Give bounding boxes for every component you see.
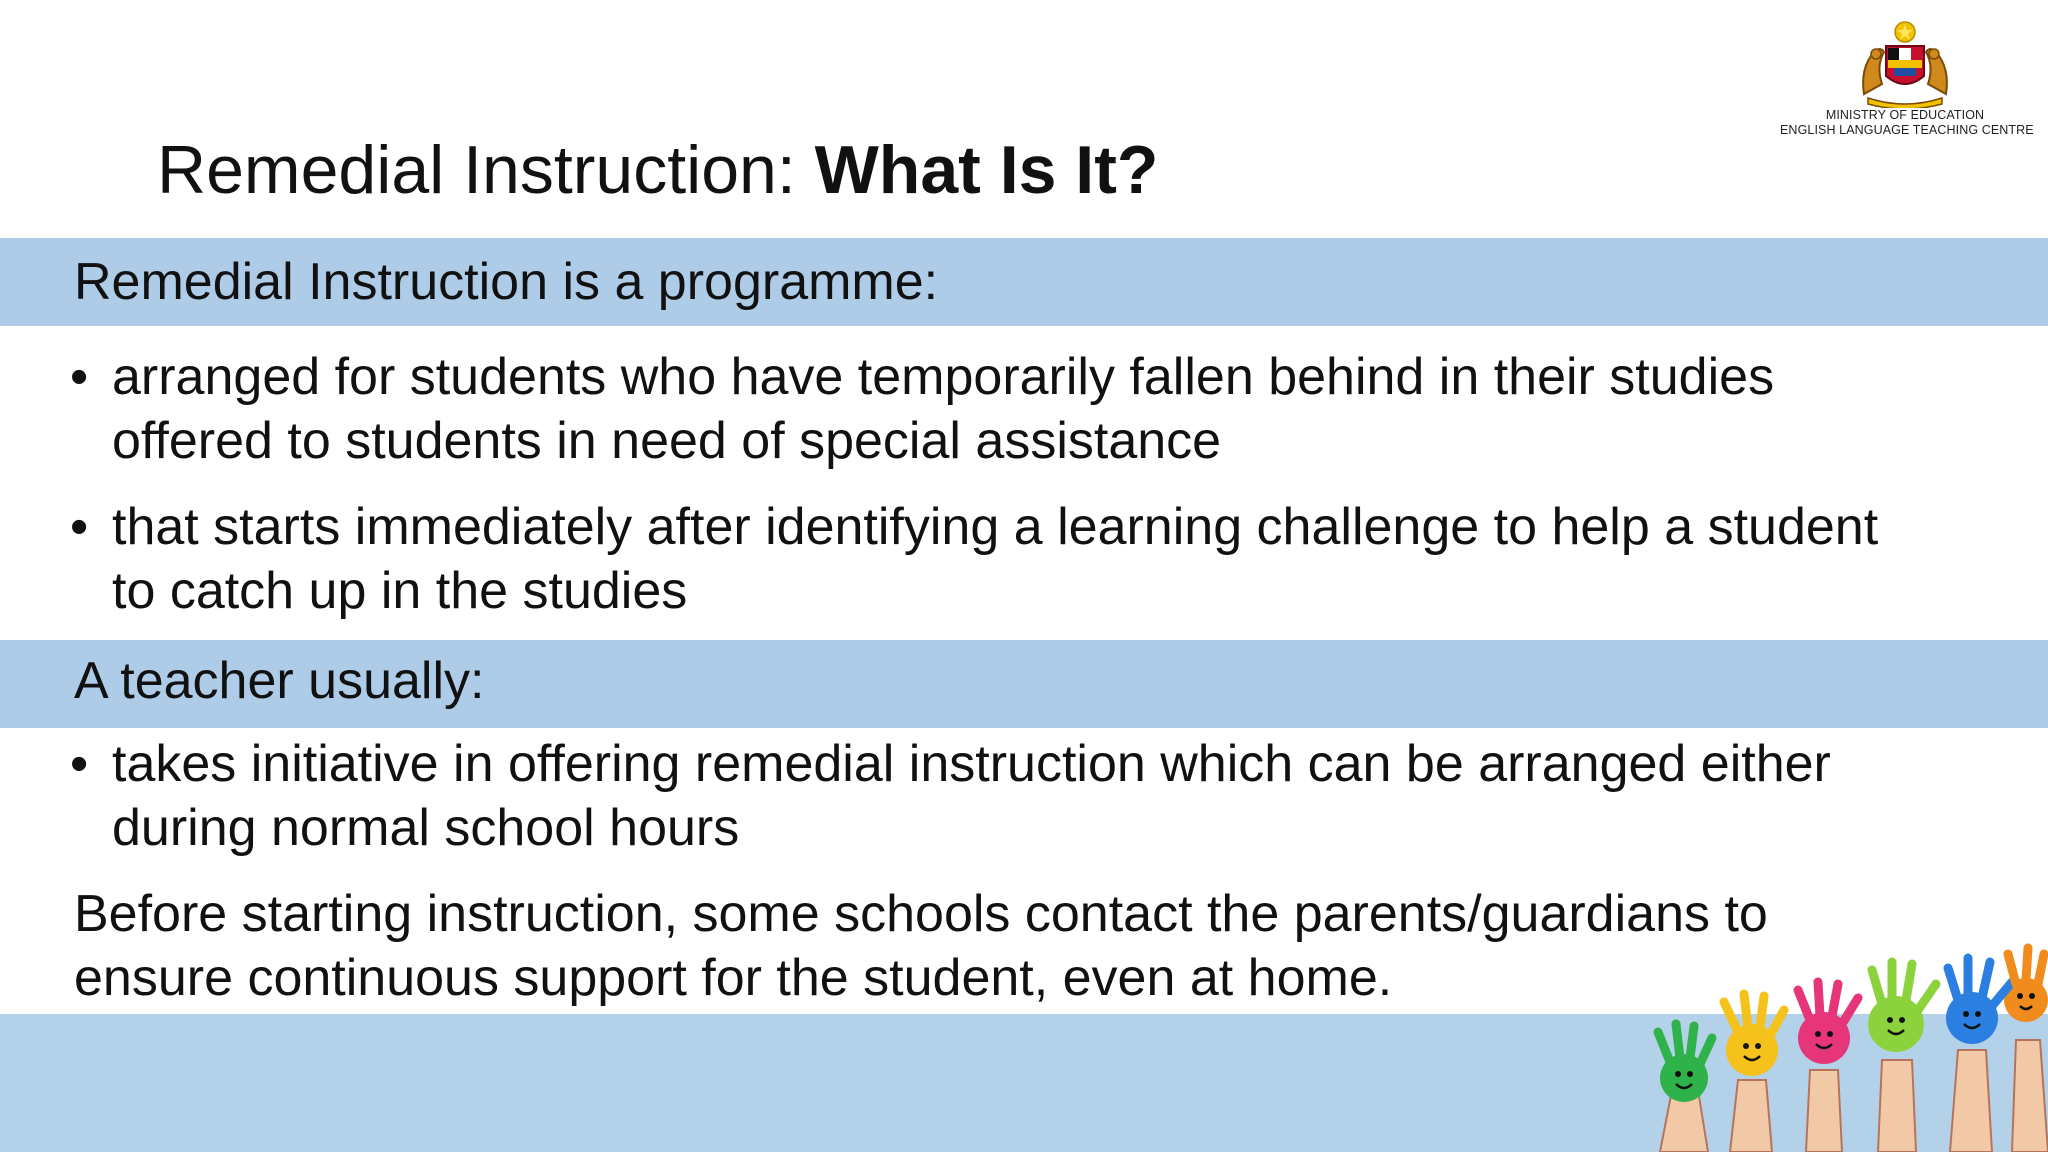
bullet-line: that starts immediately after identifying a learning challenge to help a student bbox=[112, 498, 1879, 556]
title-regular: Remedial Instruction: bbox=[157, 132, 815, 208]
bullet-line: during normal school hours bbox=[112, 799, 740, 857]
paragraph-line: ensure continuous support for the student, even at home. bbox=[74, 949, 1393, 1007]
logo-line-2: ENGLISH LANGUAGE TEACHING CENTRE bbox=[1780, 123, 2034, 137]
coat-of-arms-icon bbox=[1850, 18, 1960, 108]
bullet-item bbox=[70, 495, 2030, 623]
title-bold: What Is It? bbox=[814, 132, 1159, 208]
bullet-line: to catch up in the studies bbox=[112, 562, 688, 620]
painted-hands-icon bbox=[1620, 940, 2048, 1152]
bullet-item bbox=[70, 732, 2030, 860]
logo-line-1: MINISTRY OF EDUCATION bbox=[1825, 108, 1985, 122]
bullet-line: takes initiative in offering remedial instruction which can be arranged either bbox=[112, 735, 1831, 793]
section-1-heading: Remedial Instruction is a programme: bbox=[74, 253, 939, 311]
bullet-dot: • bbox=[70, 348, 89, 406]
bullet-dot: • bbox=[70, 498, 89, 556]
closing-paragraph bbox=[74, 882, 1768, 1010]
bullet-line: offered to students in need of special assistance bbox=[112, 412, 1222, 470]
slide-title bbox=[157, 128, 1158, 212]
ministry-logo bbox=[1780, 18, 2034, 138]
bullet-line: arranged for students who have temporarily fallen behind in their studies bbox=[112, 348, 1775, 406]
paragraph-line: Before starting instruction, some schools contact the parents/guardians to bbox=[74, 885, 1768, 943]
section-band-1 bbox=[0, 238, 2048, 326]
section-2-heading: A teacher usually: bbox=[74, 652, 485, 710]
bullet-item bbox=[70, 345, 2030, 473]
section-band-2 bbox=[0, 640, 2048, 728]
bullet-dot: • bbox=[70, 735, 89, 793]
